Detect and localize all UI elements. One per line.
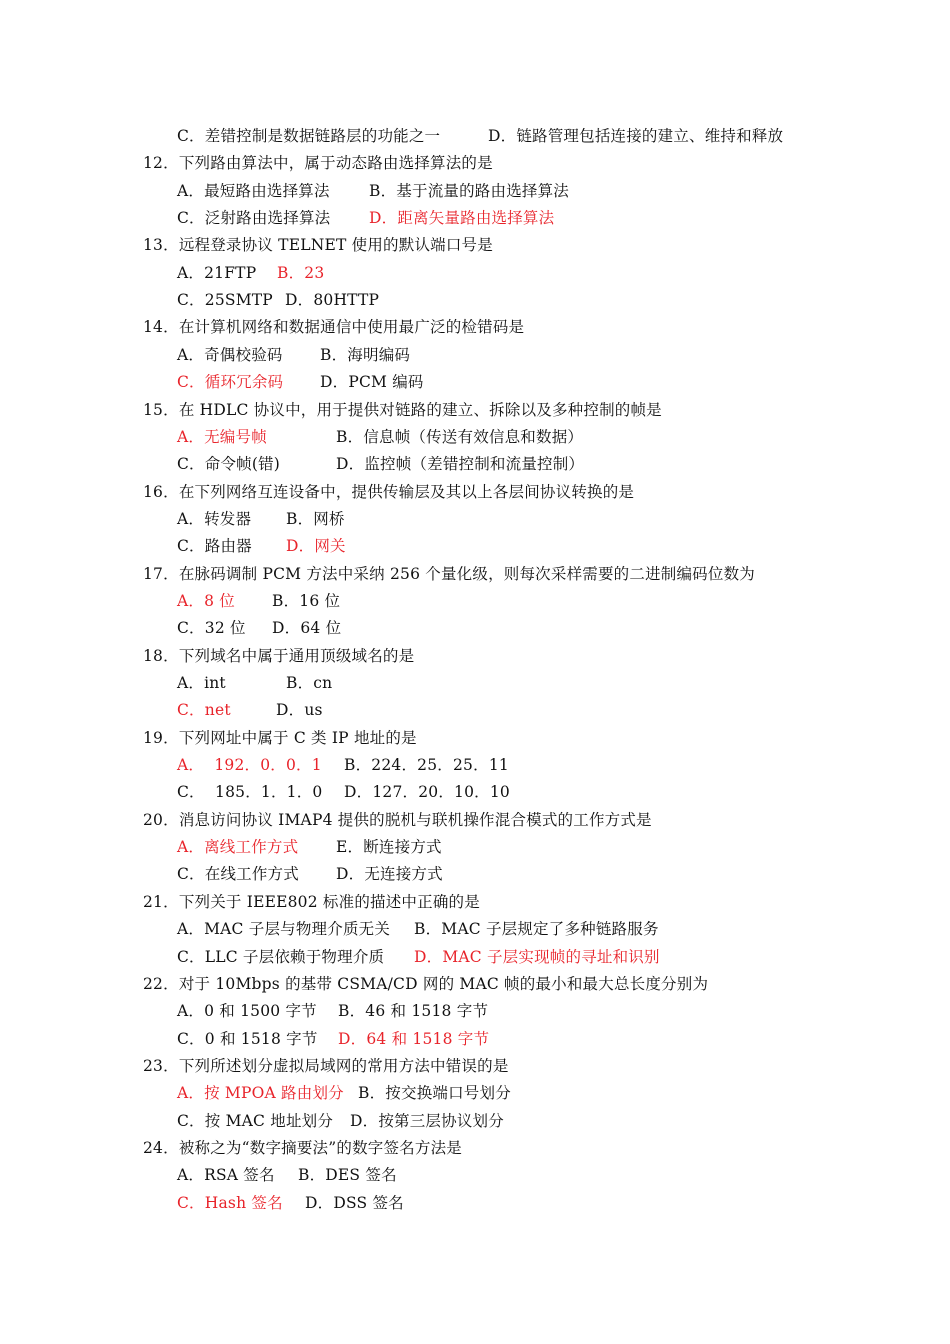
question-stem: 16．在下列网络互连设备中，提供传输层及其以上各层间协议转换的是 [143,482,635,501]
answer-option: A．RSA 签名 [177,1166,275,1185]
answer-option: C．0 和 1518 字节 [177,1029,318,1048]
answer-option-highlighted: B．23 [277,263,325,282]
answer-option: C．差错控制是数据链路层的功能之一 [177,127,441,145]
answer-option: A．0 和 1500 字节 [177,1002,317,1021]
answer-option-highlighted: C．Hash 签名 [177,1193,283,1212]
answer-option: D．无连接方式 [336,865,443,884]
answer-option: B．cn [286,674,333,692]
answer-option-highlighted: A．8 位 [177,591,235,610]
question-stem: 18．下列域名中属于通用顶级域名的是 [143,646,415,665]
answer-option: C．路由器 [177,537,252,556]
answer-option: B．按交换端口号划分 [358,1084,511,1103]
answer-option: D．PCM 编码 [320,373,424,392]
answer-option: D．DSS 签名 [305,1193,404,1212]
question-stem: 22．对于 10Mbps 的基带 CSMA/CD 网的 MAC 帧的最小和最大总长度分别为 [143,974,709,993]
question-stem: 13．远程登录协议 TELNET 使用的默认端口号是 [143,236,493,255]
question-stem: 20．消息访问协议 IMAP4 提供的脱机与联机操作混合模式的工作方式是 [143,810,652,829]
answer-option: B．海明编码 [320,345,411,364]
answer-option-highlighted: D．网关 [286,537,346,556]
answer-option: D．64 位 [272,619,342,638]
answer-option-highlighted: A．按 MPOA 路由划分 [177,1084,344,1103]
answer-option: B．16 位 [272,591,341,610]
answer-option-highlighted: C．循环冗余码 [177,373,284,392]
question-stem: 17．在脉码调制 PCM 方法中采纳 256 个量化级，则每次采样需要的二进制编码位数为 [143,564,755,583]
answer-option: D．us [276,701,323,720]
answer-option: B．46 和 1518 字节 [338,1002,489,1021]
answer-option: C．命令帧(错) [177,455,281,474]
question-stem: 21．下列关于 IEEE802 标准的描述中正确的是 [143,892,480,911]
question-stem: 23．下列所述划分虚拟局域网的常用方法中错误的是 [143,1056,509,1075]
answer-option: A．奇偶校验码 [177,345,283,364]
answer-option: B．DES 签名 [298,1166,397,1185]
answer-option-highlighted: A．无编号帧 [177,427,267,446]
answer-option: A．21FTP [177,263,257,282]
answer-option: B．网桥 [286,509,345,528]
question-stem: 24．被称之为“数字摘要法”的数字签名方法是 [143,1138,462,1157]
answer-option: C．LLC 子层依赖于物理介质 [177,947,385,966]
answer-option: C．泛射路由选择算法 [177,209,331,228]
answer-option: B．信息帧（传送有效信息和数据） [336,427,584,446]
answer-option-highlighted: C．net [177,701,231,720]
answer-option: C．在线工作方式 [177,865,299,884]
answer-option: C．按 MAC 地址划分 [177,1111,334,1130]
answer-option: B．224．25．25．11 [344,756,509,775]
answer-option-highlighted: D．距离矢量路由选择算法 [369,209,555,228]
answer-option: C．25SMTP [177,291,273,310]
answer-option: A．MAC 子层与物理介质无关 [177,920,391,939]
answer-option-highlighted: D．64 和 1518 字节 [338,1029,490,1048]
answer-option: B．MAC 子层规定了多种链路服务 [414,920,659,939]
answer-option: A．转发器 [177,509,252,528]
question-stem: 14．在计算机网络和数据通信中使用最广泛的检错码是 [143,318,525,337]
answer-option: B．基于流量的路由选择算法 [369,181,569,200]
question-stem: 15．在 HDLC 协议中，用于提供对链路的建立、拆除以及多种控制的帧是 [143,400,662,419]
answer-option: D．链路管理包括连接的建立、维持和释放 [488,127,784,145]
answer-option: C．32 位 [177,619,246,638]
answer-option: A．int [177,674,226,692]
answer-option: A．最短路由选择算法 [177,181,330,200]
answer-option: D．按第三层协议划分 [350,1111,504,1130]
answer-option-highlighted: A． 192．0．0．1 [177,756,322,775]
answer-option: D．监控帧（差错控制和流量控制） [336,455,585,474]
answer-option-highlighted: A．离线工作方式 [177,838,299,857]
answer-option: C． 185．1．1．0 [177,783,323,802]
answer-option: E．断连接方式 [336,838,442,857]
question-stem: 19．下列网址中属于 C 类 IP 地址的是 [143,728,417,747]
answer-option: D．80HTTP [285,291,380,310]
answer-option-highlighted: D．MAC 子层实现帧的寻址和识别 [414,947,660,966]
answer-option: D．127．20．10．10 [344,783,510,802]
question-stem: 12．下列路由算法中，属于动态路由选择算法的是 [143,154,493,173]
